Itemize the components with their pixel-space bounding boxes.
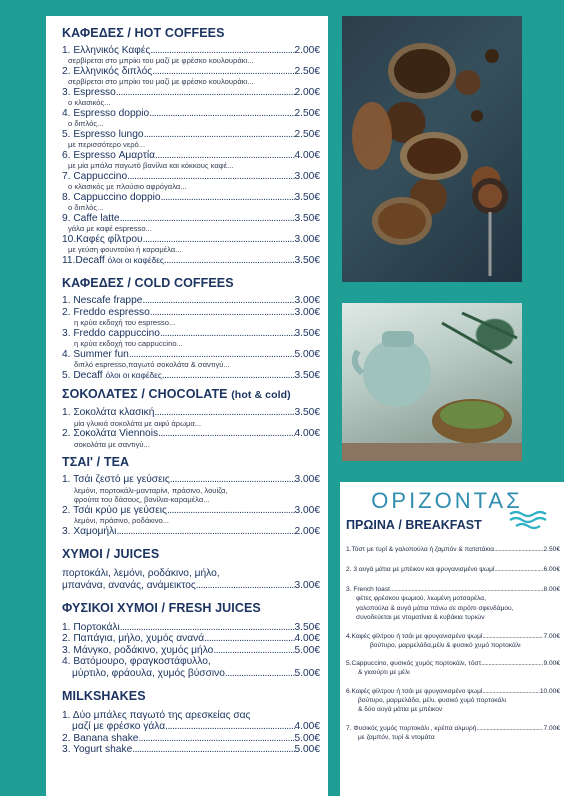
menu-item: 3. Μάνγκο, ροδάκινο, χυμός μήλο ..... 5.00€	[62, 645, 320, 656]
milkshakes-title: MILKSHAKES	[62, 689, 146, 704]
breakfast-item: 7. Φυσικός χυμός πορτοκάλι , κρέπα αλμυρή ..... 7.00€ με ζαμπόν, τυρί & ντομάτα	[346, 724, 564, 743]
tea-illustration	[342, 303, 522, 461]
chocolate-title: ΣΟΚΟΛΑΤΕΣ / CHOCOLATE (hot & cold)	[62, 387, 291, 402]
milkshakes-list	[62, 710, 320, 756]
menu-item: 8. Cappuccino doppio ..... 3.50€	[62, 192, 320, 203]
breakfast-item: 4.Καφές φίλτρου ή τσάι με φρυγανισμένο ψωμί ..... 7.00€ βούτυρο, μαρμελάδα,μέλι & φυσικό χυμό πορτοκάλι	[346, 632, 564, 651]
hot-coffees-title: ΚΑΦΕΔΕΣ / HOT COFFEES	[62, 26, 225, 40]
juices-title: ΧΥΜΟΙ / JUICES	[62, 547, 160, 562]
item-description: σερβίρεται στο μπρίκι του μαζί με φρέσκο κουλουράκι...	[68, 56, 254, 66]
menu-item: 3. Yogurt shake ..... 5.00€	[62, 744, 320, 755]
item-description: με γεύση φουντούκι ή καραμέλα...	[68, 245, 182, 255]
item-description: ο διπλός...	[68, 203, 104, 213]
cold-coffees-title: ΚΑΦΕΔΕΣ / COLD COFFEES	[62, 276, 234, 291]
logo: ΟΡΙΖΟΝΤΑΣ	[371, 488, 523, 513]
item-description: με περισσότερο νερό...	[68, 140, 146, 150]
hot-coffees-list	[62, 45, 320, 266]
item-description: η κρύα εκδοχή του cappuccino...	[74, 339, 183, 349]
menu-item: 4. Summer fun ..... 5.00€	[62, 349, 320, 360]
menu-item: 2. Τσάι κρύο με γεύσεις ..... 3.00€	[62, 505, 320, 516]
menu-item: 3. Freddo cappuccino ..... 3.50€	[62, 328, 320, 339]
chocolate-list	[62, 407, 320, 449]
menu-item: 2. Σοκολάτα Viennois ..... 4.00€	[62, 428, 320, 439]
menu-item: 1. Ελληνικός Καφές ..... 2.00€	[62, 45, 320, 56]
item-description: γάλα με καφέ espresso...	[68, 224, 152, 234]
menu-item: 5. Decaff όλοι οι καφέδες ..... 3.50€	[62, 370, 320, 381]
tea-list	[62, 474, 320, 537]
menu-item: 2. Παπάγια, μήλο, χυμός ανανά ..... 4.00€	[62, 633, 320, 644]
tea-photo	[342, 303, 522, 461]
breakfast-item: 2. 3 αυγά μάτια με μπέικον και φρυγανισμένο ψωμί ..... 6.00€	[346, 565, 564, 574]
menu-item: 1. Σοκολάτα κλασική ..... 3.50€	[62, 407, 320, 418]
menu-item: 11.Decaff όλοι οι καφέδες ..... 3.50€	[62, 255, 320, 266]
item-description: ο κλασικός με πλούσιο αφρόγαλα...	[68, 182, 187, 192]
item-description: μία γλυκιά σοκολάτα με αιφύ άρωμα...	[74, 418, 202, 428]
menu-item: 1. Πορτοκάλι ..... 3.50€	[62, 622, 320, 633]
menu-item: μαζί με φρέσκο γάλα ..... 4.00€	[62, 721, 320, 732]
item-description: λεμόνι, πορτοκάλι-μανταρίνι, πράσινο, λουίζα,	[74, 485, 228, 495]
item-description: η κρύα εκδοχή του espresso...	[74, 318, 176, 328]
menu-item: μπανάνα, ανανάς, ανάμεικτος ..... 3.00€	[62, 580, 320, 591]
menu-item: μύρτιλο, φράουλα, χυμός βύσσινο ..... 5.00€	[62, 668, 320, 679]
menu-item: 9. Caffe latte ..... 3.50€	[62, 213, 320, 224]
item-description: σερβίρεται στο μπρίκι του μαζί με φρέσκο κουλουράκι...	[68, 77, 254, 87]
breakfast-item: 3. French toast ..... 8.00€ φέτες φρέσκου ψωμιού, λιωμένη μοτσαρέλα, γαλοπούλα & αυγά μάτια πάνω σε σιρόπι σφενδάμου, συνοδεύεται με ντοματίνια & κυβάκια τυριών	[346, 585, 564, 623]
tea-title: ΤΣΑΙ' / TEA	[62, 455, 130, 470]
breakfast-panel	[340, 482, 564, 796]
menu-item: 3. Espresso ..... 2.00€	[62, 87, 320, 98]
breakfast-item: 5.Cappuccino, φυσικός χυμός πορτοκάλι, τόστ ..... 9.00€ & γιαούρτι με μέλι	[346, 659, 564, 678]
item-description: με μία μπάλα παγωτό βανίλια και κόκκους καφέ...	[68, 161, 234, 171]
item-description: λεμόνι, πράσινο, ροδάκινο...	[74, 516, 170, 526]
menu-item: 4. Espresso doppio ..... 2.50€	[62, 108, 320, 119]
menu-item: 10.Καφές φίλτρου ..... 3.00€	[62, 234, 320, 245]
breakfast-item: 6.Καφές φίλτρου ή τσάι με φρυγανισμένο ψωμί ..... 10.00€ βούτυρο, μαρμελάδα, μέλι, φυσικό χυμό πορτοκάλι & δύο αυγά μάτια με μπέικον	[346, 687, 564, 715]
breakfast-list	[346, 545, 564, 742]
menu-item: 5. Espresso lungo ..... 2.50€	[62, 129, 320, 140]
menu-item: 7. Cappuccino ..... 3.00€	[62, 171, 320, 182]
coffee-beans-illustration	[342, 16, 522, 282]
coffee-beans-photo	[342, 16, 522, 282]
menu-item: 1. Τσάι ζεστό με γεύσεις ..... 3.00€	[62, 474, 320, 485]
menu-item: 1. Nescafe frappe ..... 3.00€	[62, 295, 320, 306]
item-description: ο κλασικός...	[68, 98, 111, 108]
menu-item: 2. Freddo espresso ..... 3.00€	[62, 307, 320, 318]
fresh-juices-title: ΦΥΣΙΚΟΙ ΧΥΜΟΙ / FRESH JUICES	[62, 601, 261, 616]
menu-item: 2. Ελληνικός διπλός ..... 2.50€	[62, 66, 320, 77]
waves-icon	[508, 508, 552, 530]
item-description: ο διπλός...	[68, 119, 104, 129]
menu-left-panel	[46, 16, 328, 796]
menu-item-line: 1. Δύο μπάλες παγωτό της αρεσκείας σας	[62, 710, 251, 722]
cold-coffees-list	[62, 295, 320, 381]
menu-item: 3. Χαμομήλι ..... 2.00€	[62, 526, 320, 537]
juices-flavours: πορτοκάλι, λεμόνι, ροδάκινο, μήλο,	[62, 568, 220, 580]
item-description: φρούτα του δάσους, βανίλια-καραμέλα...	[74, 495, 210, 505]
menu-item-line: 4. Βατόμουρο, φραγκοστάφυλλο,	[62, 656, 211, 668]
item-description: σοκολάτα με σαντιγύ...	[74, 439, 150, 449]
menu-item: 2. Banana shake ..... 5.00€	[62, 733, 320, 744]
menu-item: 6. Espresso Αμαρτία ..... 4.00€	[62, 150, 320, 161]
breakfast-item: 1.Τόστ με τυρί & γαλοπούλα ή ζαμπόν & πατατάκια ..... 2.50€	[346, 545, 564, 554]
item-description: διπλό espresso,παγωτό σοκολάτα & σαντιγύ...	[74, 360, 230, 370]
fresh-juices-list	[62, 622, 320, 679]
breakfast-title: ΠΡΩΙΝΑ / BREAKFAST	[346, 518, 482, 532]
